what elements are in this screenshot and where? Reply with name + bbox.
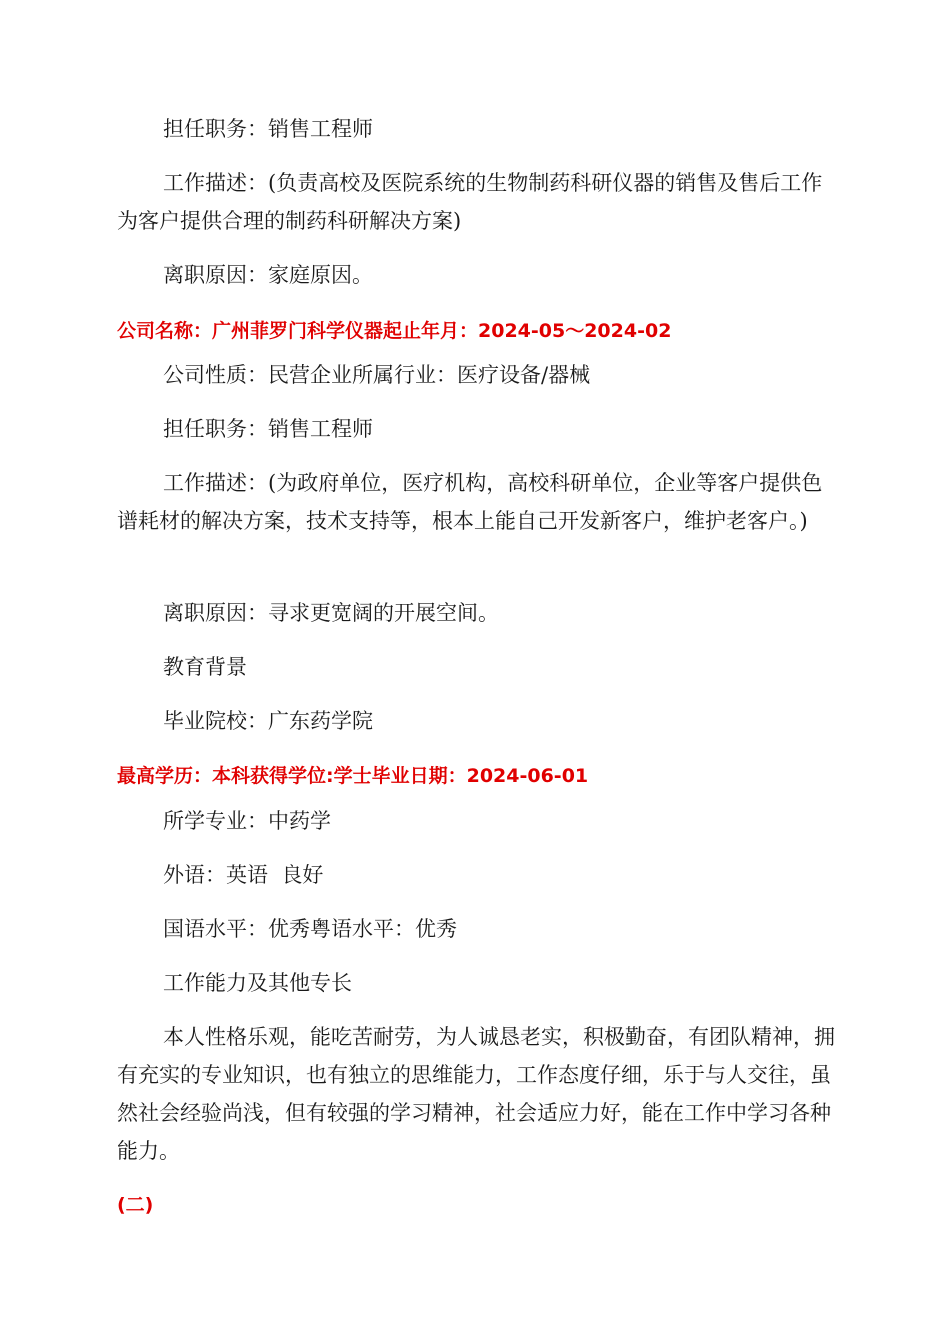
skills-section-title: 工作能力及其他专长 bbox=[163, 971, 352, 995]
job2-position: 担任职务：销售工程师 bbox=[163, 417, 373, 441]
job2-nature: 公司性质：民营企业所属行业：医疗设备/器械 bbox=[163, 363, 591, 387]
education-dialects: 国语水平：优秀粤语水平：优秀 bbox=[163, 917, 457, 941]
education-school: 毕业院校：广东药学院 bbox=[163, 709, 373, 733]
education-foreign-language: 外语：英语 良好 bbox=[163, 863, 324, 887]
education-major: 所学专业：中药学 bbox=[163, 809, 331, 833]
job1-leave-reason: 离职原因：家庭原因。 bbox=[163, 263, 373, 287]
skills-summary: 本人性格乐观，能吃苦耐劳，为人诚恳老实，积极勤奋，有团队精神，拥有充实的专业知识，也有独立的思维能力，工作态度仔细，乐于与人交往，虽然社会经验尚浅，但有较强的学习精神，社会适应力好，能在工作中学习各种能力。 bbox=[117, 1025, 835, 1163]
education-section-title: 教育背景 bbox=[163, 655, 247, 679]
company-heading: 公司名称：广州菲罗门科学仪器起止年月：2024-05～2024-02 bbox=[117, 320, 672, 342]
job2-leave-reason: 离职原因：寻求更宽阔的开展空间。 bbox=[163, 601, 499, 625]
job2-description: 工作描述：(为政府单位，医疗机构，高校科研单位，企业等客户提供色谱耗材的解决方案，技术支持等，根本上能自己开发新客户，维护老客户。) bbox=[117, 471, 823, 533]
job1-position: 担任职务：销售工程师 bbox=[163, 117, 373, 141]
job1-description: 工作描述：(负责高校及医院系统的生物制药科研仪器的销售及售后工作为客户提供合理的制药科研解决方案) bbox=[117, 171, 823, 233]
degree-heading: 最高学历：本科获得学位:学士毕业日期：2024-06-01 bbox=[117, 765, 589, 787]
next-section-label: (二) bbox=[117, 1194, 154, 1216]
